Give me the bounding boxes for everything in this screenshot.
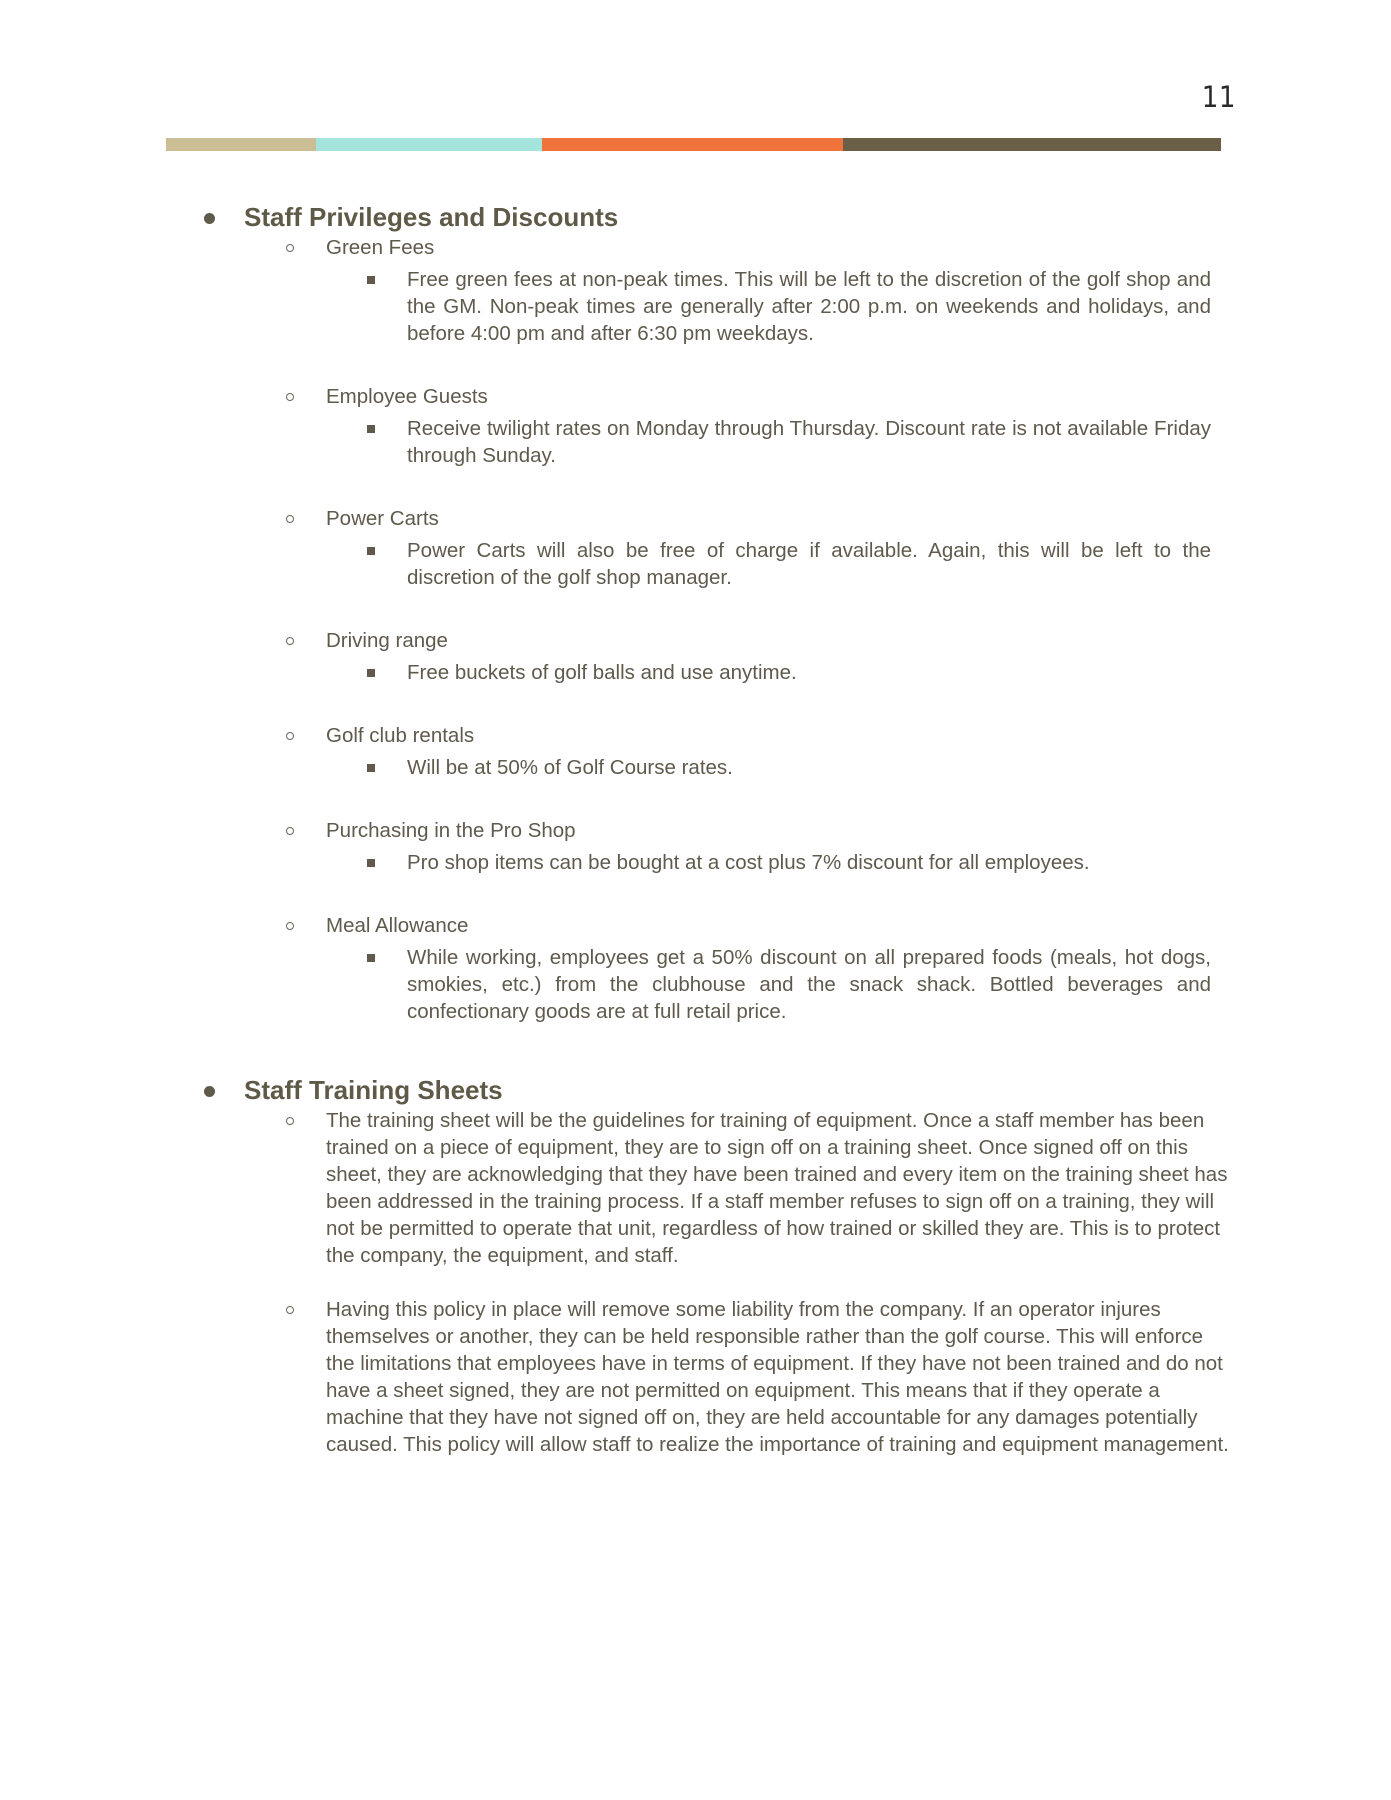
bullet-circle-icon (286, 1117, 294, 1125)
color-bar-segment-orange (542, 138, 843, 151)
privilege-detail-text: Receive twilight rates on Monday through Thursday. Discount rate is not available Friday through Sunday. (407, 417, 1211, 467)
bullet-square-icon (367, 669, 375, 677)
training-paragraph (326, 1296, 1231, 1458)
privilege-item-driving-range (326, 627, 1224, 686)
privilege-detail (407, 754, 1211, 781)
privilege-label: Purchasing in the Pro Shop (326, 819, 576, 842)
privilege-detail-text: Free buckets of golf balls and use anytime. (407, 661, 797, 684)
privilege-item-green-fees (326, 234, 1224, 347)
header-color-bar (166, 138, 1221, 151)
privilege-detail-text: Power Carts will also be free of charge if available. Again, this will be left to the discretion of the golf shop manager. (407, 539, 1211, 589)
privilege-detail (407, 659, 1211, 686)
bullet-circle-icon (286, 515, 294, 523)
color-bar-segment-brown (843, 138, 1221, 151)
privileges-heading (204, 202, 1224, 232)
privilege-label: Golf club rentals (326, 724, 475, 747)
color-bar-segment-aqua (316, 138, 542, 151)
privilege-item-power-carts (326, 505, 1224, 591)
privileges-section (204, 202, 1224, 1025)
privilege-detail (407, 537, 1211, 591)
training-paragraph-text: Having this policy in place will remove some liability from the company. If an operator injures themselves or another, they can be held responsible rather than the golf course. This will enforce the limitations that employees have in terms of equipment. If they have not been trained and do not have a sheet signed, they are not permitted on equipment. This means that if they operate a machine that they have not signed off on, they are held accountable for any damages potentially caused. This policy will allow staff to realize the importance of training and equipment management. (326, 1298, 1229, 1456)
privileges-heading-text: Staff Privileges and Discounts (244, 202, 619, 232)
privilege-label: Power Carts (326, 507, 439, 530)
privilege-item-pro-shop (326, 817, 1224, 876)
bullet-dot-icon (204, 213, 215, 224)
privilege-label: Meal Allowance (326, 914, 469, 937)
bullet-circle-icon (286, 637, 294, 645)
color-bar-segment-tan (166, 138, 316, 151)
bullet-dot-icon (204, 1086, 215, 1097)
privilege-item-meal-allowance (326, 912, 1224, 1025)
privilege-detail-text: While working, employees get a 50% discount on all prepared foods (meals, hot dogs, smokies, etc.) from the clubhouse and the snack shack. Bottled beverages and confectionary goods are at full retail price. (407, 946, 1211, 1023)
bullet-square-icon (367, 276, 375, 284)
bullet-circle-icon (286, 732, 294, 740)
bullet-square-icon (367, 547, 375, 555)
bullet-square-icon (367, 764, 375, 772)
privilege-detail (407, 266, 1211, 347)
bullet-circle-icon (286, 244, 294, 252)
privilege-detail (407, 944, 1211, 1025)
privilege-item-golf-club-rentals (326, 722, 1224, 781)
bullet-circle-icon (286, 393, 294, 401)
privilege-detail (407, 849, 1211, 876)
bullet-square-icon (367, 425, 375, 433)
privilege-detail-text: Pro shop items can be bought at a cost plus 7% discount for all employees. (407, 851, 1090, 874)
privilege-detail-text: Free green fees at non-peak times. This will be left to the discretion of the golf shop and the GM. Non-peak times are generally after 2:00 p.m. on weekends and holidays, and before 4:00 pm and after 6:30 pm weekdays. (407, 268, 1211, 345)
privilege-label: Employee Guests (326, 385, 488, 408)
bullet-circle-icon (286, 1306, 294, 1314)
privilege-detail-text: Will be at 50% of Golf Course rates. (407, 756, 733, 779)
bullet-square-icon (367, 859, 375, 867)
privilege-label: Driving range (326, 629, 448, 652)
training-paragraph-text: The training sheet will be the guidelines for training of equipment. Once a staff member has been trained on a piece of equipment, they are to sign off on a training sheet. Once signed off on this sheet, they are acknowledging that they have been trained and every item on the training sheet has been addressed in the training process. If a staff member refuses to sign off on a training, they will not be permitted to operate that unit, regardless of how trained or skilled they are. This is to protect the company, the equipment, and staff. (326, 1109, 1228, 1267)
bullet-circle-icon (286, 827, 294, 835)
training-paragraph (326, 1107, 1231, 1269)
bullet-square-icon (367, 954, 375, 962)
training-heading-text: Staff Training Sheets (244, 1075, 503, 1105)
training-section (204, 1075, 1229, 1458)
page-number: 11 (1201, 80, 1236, 114)
privilege-detail (407, 415, 1211, 469)
training-heading (204, 1075, 1224, 1105)
privilege-label: Green Fees (326, 236, 435, 259)
bullet-circle-icon (286, 922, 294, 930)
privilege-item-employee-guests (326, 383, 1224, 469)
